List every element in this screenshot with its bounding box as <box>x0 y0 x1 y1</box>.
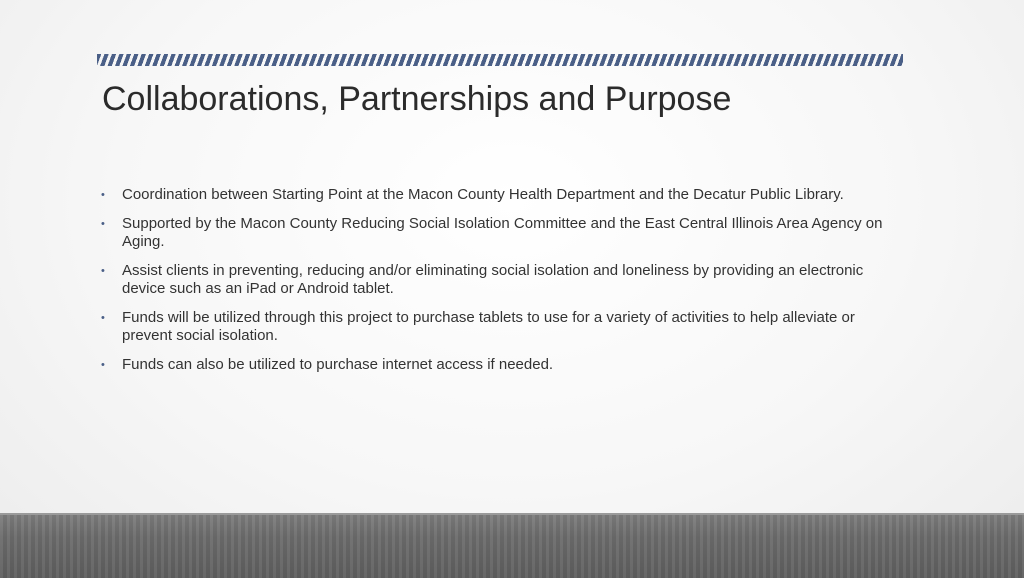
bullet-item <box>100 262 890 299</box>
bullet-icon: • <box>101 264 105 277</box>
bullet-item <box>100 186 890 205</box>
bullet-list <box>100 186 890 374</box>
bullet-icon: • <box>101 358 105 371</box>
bullet-text: Supported by the Macon County Reducing Social Isolation Committee and the East Central Illinois Area Agency on Aging. <box>122 214 883 250</box>
bullet-text: Funds can also be utilized to purchase internet access if needed. <box>122 355 554 373</box>
bullet-text: Coordination between Starting Point at the Macon County Health Department and the Decatur Public Library. <box>122 186 844 203</box>
bullet-item <box>100 215 890 252</box>
bullet-icon: • <box>101 311 105 324</box>
title-accent-bar <box>97 54 903 66</box>
slide-title: Collaborations, Partnerships and Purpose <box>102 80 732 118</box>
bullet-icon: • <box>101 189 105 201</box>
bullet-text: Assist clients in preventing, reducing and/or eliminating social isolation and loneliness by providing an electronic device such as an iPad or Android tablet. <box>122 261 864 297</box>
floor-background <box>0 513 1024 578</box>
slide-content <box>100 186 890 384</box>
bullet-item <box>100 356 890 375</box>
bullet-item <box>100 309 890 346</box>
bullet-icon: • <box>101 217 105 230</box>
bullet-text: Funds will be utilized through this project to purchase tablets to use for a variety of activities to help alleviate or prevent social isolation. <box>122 308 855 344</box>
